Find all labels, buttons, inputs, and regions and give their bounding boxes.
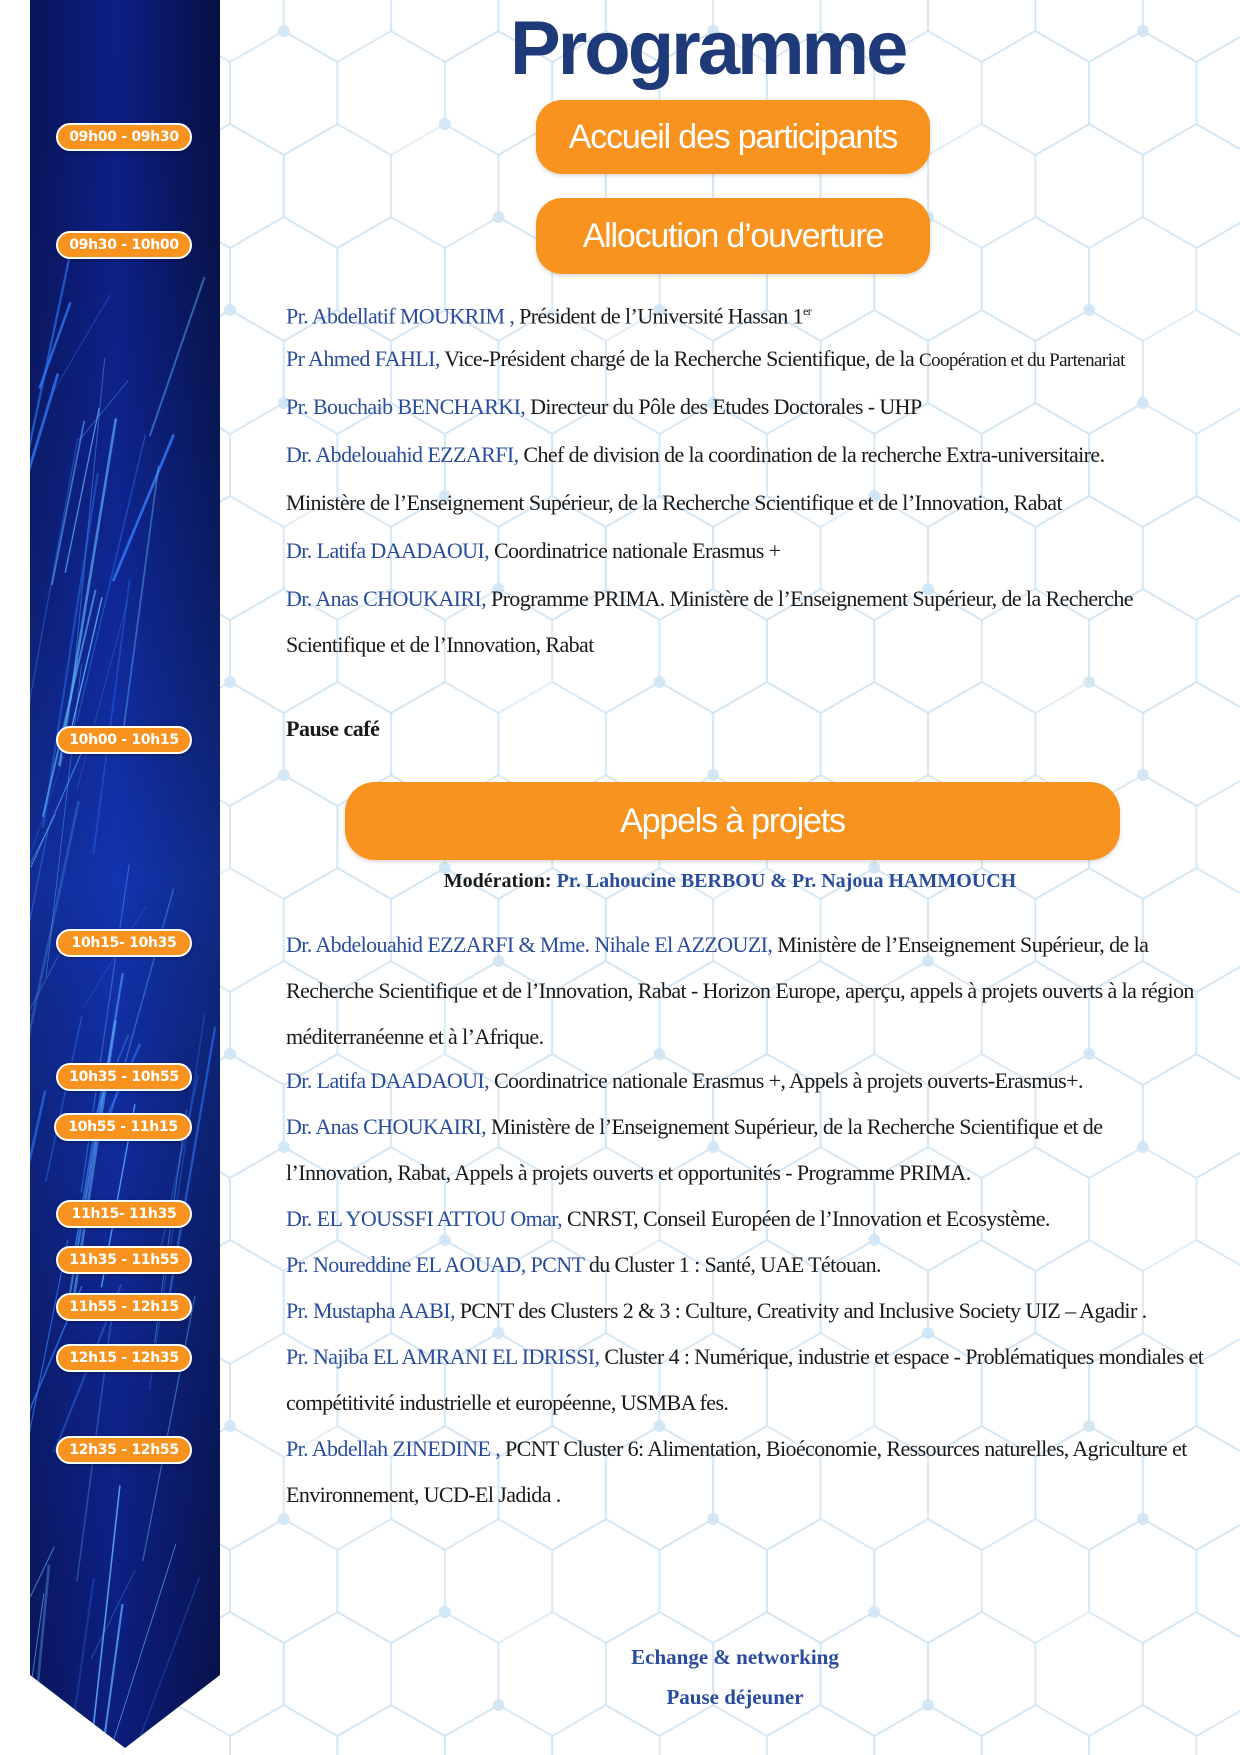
networking-label: Echange & networking: [631, 1645, 839, 1669]
time-slot-1215: 12h15 - 12h35: [56, 1344, 192, 1372]
section-opening: Allocution d’ouverture: [536, 198, 930, 274]
speaker-name: Pr. Abdellah ZINEDINE ,: [286, 1436, 501, 1461]
speaker-name: Pr. Najiba EL AMRANI EL IDRISSI,: [286, 1344, 600, 1369]
call-speaker: [286, 1058, 1083, 1104]
time-slot-0900: 09h00 - 09h30: [56, 123, 192, 151]
speaker-role: Directeur du Pôle des Etudes Doctorales - UHP: [525, 394, 922, 419]
speaker-role-small: Coopération et du Partenariat: [919, 350, 1125, 371]
opening-speaker: [286, 576, 1226, 668]
speaker-topic: Ministère de l’Enseignement Supérieur, de la Recherche Scientifique et de l’Innovation, Rabat, Appels à projets ouverts et opportunités - Programme PRIMA.: [286, 1114, 1103, 1185]
speaker-topic: du Cluster 1 : Santé, UAE Tétouan.: [583, 1252, 881, 1277]
speaker-topic: Cluster 4 : Numérique, industrie et espace - Problématiques mondiales et compétitivité industrielle et européenne, USMBA fes.: [286, 1344, 1204, 1415]
call-speaker: [286, 1334, 1206, 1426]
call-speaker: [286, 1426, 1206, 1518]
speaker-role: Vice-Président chargé de la Recherche Scientifique, de la: [439, 346, 920, 371]
speaker-name: Dr. Anas CHOUKAIRI,: [286, 1114, 487, 1139]
call-speaker: [286, 1104, 1211, 1196]
time-slot-0930: 09h30 - 10h00: [56, 231, 192, 259]
speaker-name: Dr. Abdelouahid EZZARFI & Mme. Nihale El AZZOUZI,: [286, 932, 773, 957]
call-speaker: [286, 1288, 1146, 1334]
speaker-topic: PCNT Cluster 6: Alimentation, Bioéconomie, Ressources naturelles, Agriculture et Environnement, UCD-El Jadida .: [286, 1436, 1187, 1507]
speaker-name: Dr. Latifa DAADAOUI,: [286, 1068, 490, 1093]
speaker-role: Programme PRIMA. Ministère de l’Enseignement Supérieur, de la Recherche Scientifique et de l’Innovation, Rabat: [286, 586, 1133, 657]
speaker-name: Pr. Bouchaib BENCHARKI,: [286, 394, 526, 419]
time-slot-1235: 12h35 - 12h55: [56, 1436, 192, 1464]
opening-speaker: [286, 384, 922, 430]
opening-speaker: [286, 288, 811, 339]
lunch-label: Pause déjeuner: [666, 1685, 804, 1709]
speaker-name: Dr. Latifa DAADAOUI,: [286, 538, 490, 563]
speaker-name: Dr. Abdelouahid EZZARFI,: [286, 442, 519, 467]
speaker-name: Pr Ahmed FAHLI,: [286, 346, 440, 371]
page-title: Programme: [510, 6, 906, 91]
speaker-name: Dr. Anas CHOUKAIRI,: [286, 586, 487, 611]
speaker-name: Pr. Mustapha AABI,: [286, 1298, 455, 1323]
speaker-name: Pr. Noureddine EL AOUAD, PCNT: [286, 1252, 584, 1277]
opening-speaker-continued: Ministère de l’Enseignement Supérieur, de la Recherche Scientifique et de l’Innovation, Rabat: [286, 490, 1062, 515]
moderation-names: Pr. Lahoucine BERBOU & Pr. Najoua HAMMOUCH: [551, 870, 1017, 892]
speaker-role: Coordinatrice nationale Erasmus +: [489, 538, 781, 563]
section-calls: Appels à projets: [345, 782, 1120, 860]
section-welcome: Accueil des participants: [536, 100, 930, 174]
speaker-topic: CNRST, Conseil Européen de l’Innovation et Ecosystème.: [562, 1206, 1050, 1231]
speaker-role: Chef de division de la coordination de la recherche Extra-universitaire.: [518, 442, 1105, 467]
speaker-name: Pr. Abdellatif MOUKRIM ,: [286, 303, 515, 329]
speaker-name: Dr. EL YOUSSFI ATTOU Omar,: [286, 1206, 563, 1231]
speaker-topic: Coordinatrice nationale Erasmus +, Appels à projets ouverts-Erasmus+.: [489, 1068, 1083, 1093]
opening-speaker: [286, 528, 780, 574]
pause-cafe: Pause café: [286, 716, 380, 741]
time-slot-1000: 10h00 - 10h15: [56, 726, 192, 754]
time-slot-1155: 11h55 - 12h15: [56, 1293, 192, 1321]
time-slot-1115: 11h15- 11h35: [56, 1200, 192, 1228]
time-slot-1035: 10h35 - 10h55: [56, 1063, 192, 1091]
timeline-ribbon: [0, 0, 240, 1755]
time-slot-1135: 11h35 - 11h55: [56, 1246, 192, 1274]
superscript: er: [802, 304, 812, 318]
time-slot-1015: 10h15- 10h35: [56, 929, 192, 957]
call-speaker: [286, 1196, 1050, 1242]
call-speaker: [286, 1242, 881, 1288]
moderation-label: Modération:: [443, 870, 552, 892]
speaker-role: Président de l’Université Hassan 1: [514, 303, 803, 329]
opening-speaker: [286, 432, 1104, 478]
call-speaker: [286, 922, 1231, 1060]
moderation: [300, 870, 1160, 893]
speaker-topic: PCNT des Clusters 2 & 3 : Culture, Creativity and Inclusive Society UIZ – Agadir .: [454, 1298, 1147, 1323]
time-slot-1055: 10h55 - 11h15: [54, 1113, 192, 1141]
speaker-topic: Ministère de l’Enseignement Supérieur, de la Recherche Scientifique et de l’Innovation, Rabat - Horizon Europe, aperçu, appels à projets ouverts à la région méditerranéenne et à l’Afrique.: [286, 932, 1194, 1049]
opening-speaker: [286, 336, 1125, 384]
